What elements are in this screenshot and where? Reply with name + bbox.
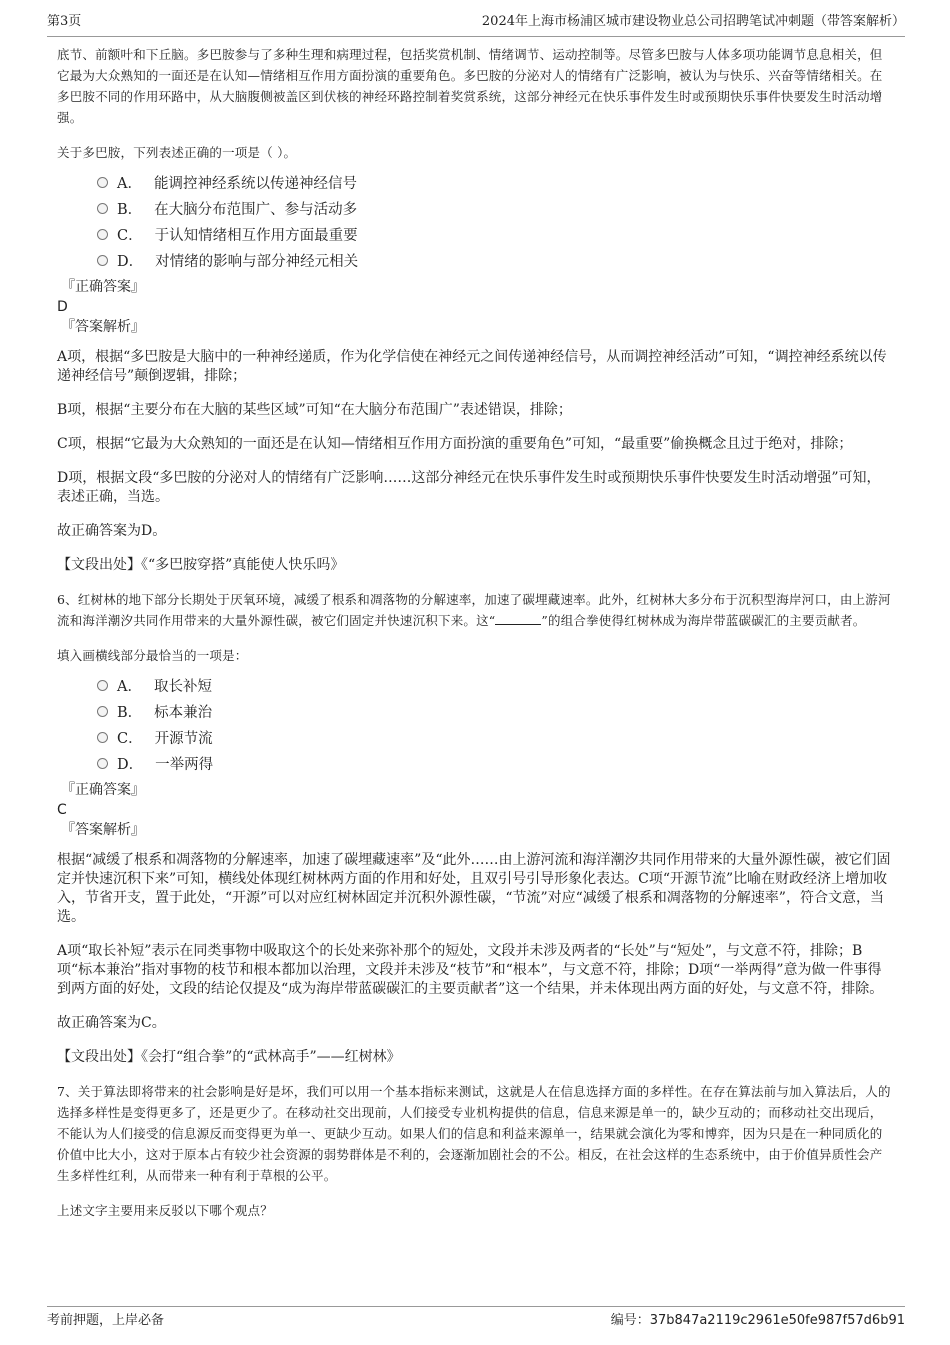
page-number: 第3页: [47, 14, 82, 29]
q7-passage: 7、关于算法即将带来的社会影响是好是坏，我们可以用一个基本指标来测试，这就是人在信息选择方面的多样性。在存在算法前与加入算法后，人的选择多样性是变得更多了，还是更少了。在移动社交出现前，人们接受专业机构提供的信息，信息来源是单一的，缺少互动的；而移动社交出现后，不能认为人们接受的信息源反而变得更为单一、更缺少互动。如果人们的信息和利益来源单一，结果就会演化为零和博弈，因为只是在一种同质化的价值中比大小，这对于原本占有较少社会资源的弱势群体是不利的，会逐渐加剧社会的不公。相反，在社会这样的生态系统中，由于价值异质性会产生多样性红利，从而带来一种有利于草根的公平。: [57, 1084, 891, 1183]
q6-answer: C: [57, 802, 67, 818]
q5-question: 关于多巴胺，下列表述正确的一项是（ ）。: [57, 145, 297, 160]
q6-analysis-label: 『答案解析』: [61, 822, 145, 838]
q6-passage: 6、红树林的地下部分长期处于厌氧环境，减缓了根系和凋落物的分解速率，加速了碳埋藏速率。此外，红树林大多分布于沉积型海岸河口，由上游河流和海洋潮汐共同作用带来的大量外源性碳，被它们固定并快速沉积下来。这“ ”的组合拳使得红树林成为海岸带蓝碳碳汇的主要贡献者。: [57, 592, 891, 628]
radio-icon[interactable]: [97, 177, 108, 188]
q6-option-d[interactable]: D． 一举两得: [97, 750, 893, 776]
q5-option-c[interactable]: C． 于认知情绪相互作用方面最重要: [97, 221, 893, 247]
q5-options: [97, 169, 893, 273]
document-code: 编号：37b847a2119c2961e50fe987f57d6b91: [610, 1313, 905, 1328]
q6-option-a[interactable]: A． 取长补短: [97, 672, 893, 698]
q6-question: 填入画横线部分最恰当的一项是：: [57, 648, 248, 663]
radio-icon[interactable]: [97, 203, 108, 214]
q5-analysis-b: B项，根据“主要分布在大脑的某些区域”可知“在大脑分布范围广”表述错误，排除；: [57, 402, 572, 418]
q5-option-d[interactable]: D． 对情绪的影响与部分神经元相关: [97, 247, 893, 273]
document-title: 2024年上海市杨浦区城市建设物业总公司招聘笔试冲刺题（带答案解析）: [481, 14, 905, 29]
document-body: [57, 44, 893, 1221]
radio-icon[interactable]: [97, 706, 108, 717]
q5-answer: D: [57, 299, 68, 315]
q5-option-a[interactable]: A． 能调控神经系统以传递神经信号: [97, 169, 893, 195]
q5-answer-label: 『正确答案』: [61, 279, 145, 295]
radio-icon[interactable]: [97, 229, 108, 240]
q6-conclusion: 故正确答案为C。: [57, 1015, 166, 1031]
q5-source: 【文段出处】《“多巴胺穿搭”真能使人快乐吗》: [57, 557, 345, 573]
q6-analysis-others: A项“取长补短”表示在同类事物中吸取这个的长处来弥补那个的短处，文段并未涉及两者的“长处”与“短处”，与文意不符，排除；B项“标本兼治”指对事物的枝节和根本都加以治理，文段并未涉及“枝节”和“根本”，与文意不符，排除；D项“一举两得”意为做一件事得到两方面的好处，文段的结论仅提及“成为海岸带蓝碳碳汇的主要贡献者”这一个结果，并未体现出两方面的好处，与文意不符，排除。: [57, 943, 884, 997]
q5-analysis-c: C项，根据“它最为大众熟知的一面还是在认知—情绪相互作用方面扮演的重要角色”可知，“最重要”偷换概念且过于绝对，排除；: [57, 436, 853, 452]
radio-icon[interactable]: [97, 732, 108, 743]
q5-analysis-label: 『答案解析』: [61, 319, 145, 335]
q5-passage: 底节、前额叶和下丘脑。多巴胺参与了多种生理和病理过程，包括奖赏机制、情绪调节、运动控制等。尽管多巴胺与人体多项功能调节息息相关，但它最为大众熟知的一面还是在认知—情绪相互作用方面扮演的重要角色。多巴胺的分泌对人的情绪有广泛影响，被认为与快乐、兴奋等情绪相关。在多巴胺不同的作用环路中，从大脑腹侧被盖区到伏核的神经环路控制着奖赏系统，这部分神经元在快乐事件发生时或预期快乐事件快要发生时活动增强。: [57, 47, 883, 125]
radio-icon[interactable]: [97, 255, 108, 266]
q6-answer-label: 『正确答案』: [61, 782, 145, 798]
q6-analysis-main: 根据“减缓了根系和凋落物的分解速率，加速了碳埋藏速率”及“此外……由上游河流和海洋潮汐共同作用带来的大量外源性碳，被它们固定并快速沉积下来”可知，横线处体现红树林两方面的作用和好处，且双引号引导形象化表达。C项“开源节流”比喻在财政经济上增加收入，节省开支，置于此处，“开源”可以对应红树林固定并沉积外源性碳，“节流”对应“减缓了根系和凋落物的分解速率”，符合文意，当选。: [57, 852, 891, 925]
q5-analysis-a: A项，根据“多巴胺是大脑中的一种神经递质，作为化学信使在神经元之间传递神经信号，从而调控神经活动”可知，“调控神经系统以传递神经信号”颠倒逻辑，排除；: [57, 349, 887, 384]
page-footer: [47, 1306, 905, 1333]
footer-slogan: 考前押题，上岸必备: [47, 1313, 165, 1328]
q6-option-c[interactable]: C． 开源节流: [97, 724, 893, 750]
q5-analysis-d: D项，根据文段“多巴胺的分泌对人的情绪有广泛影响……这部分神经元在快乐事件发生时或预期快乐事件快要发生时活动增强”可知，表述正确，当选。: [57, 470, 881, 505]
q6-option-b[interactable]: B． 标本兼治: [97, 698, 893, 724]
fill-blank: [495, 612, 541, 625]
radio-icon[interactable]: [97, 758, 108, 769]
q6-options: [97, 672, 893, 776]
page-header: [47, 10, 905, 37]
q6-source: 【文段出处】《会打“组合拳”的“武林高手”——红树林》: [57, 1049, 401, 1065]
q5-option-b[interactable]: B． 在大脑分布范围广、参与活动多: [97, 195, 893, 221]
q5-conclusion: 故正确答案为D。: [57, 523, 167, 539]
q7-question: 上述文字主要用来反驳以下哪个观点？: [57, 1203, 273, 1218]
radio-icon[interactable]: [97, 680, 108, 691]
